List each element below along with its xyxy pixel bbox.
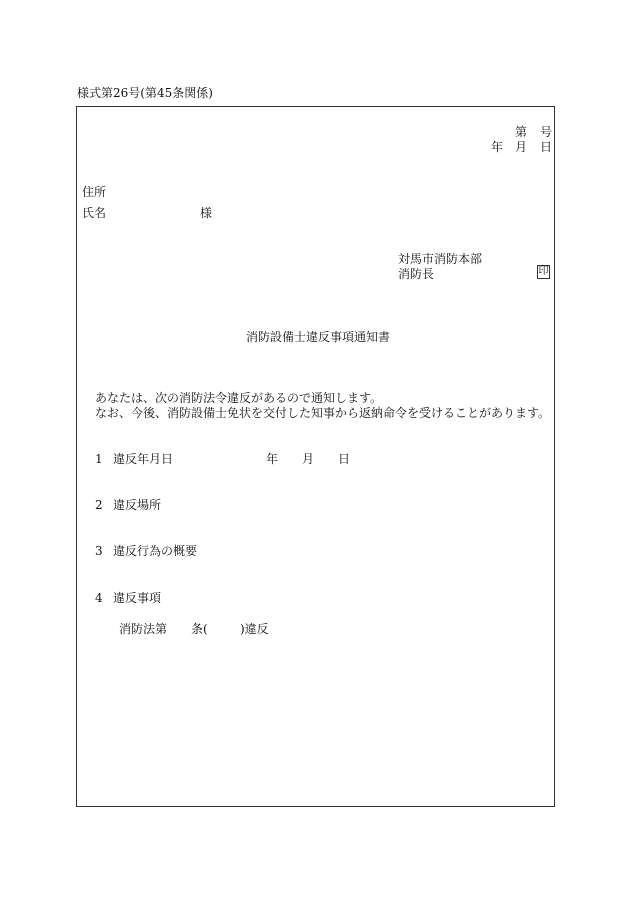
item-3-label: 違反行為の概要 bbox=[113, 544, 198, 558]
item-4-label: 違反事項 bbox=[113, 591, 162, 605]
item-1-month: 月 bbox=[302, 452, 315, 466]
name-label: 氏名 bbox=[82, 206, 107, 220]
number-prefix: 第 bbox=[515, 125, 528, 139]
violation-suffix: )違反 bbox=[240, 622, 269, 636]
date-year: 年 bbox=[491, 140, 504, 154]
item-3-number: 3 bbox=[95, 544, 103, 558]
document-title: 消防設備士違反事項通知書 bbox=[246, 330, 391, 344]
issuer-title: 消防長 bbox=[398, 267, 435, 281]
body-line-2: なお、今後、消防設備士免状を交付した知事から返納命令を受けることがあります。 bbox=[95, 406, 551, 420]
honorific: 様 bbox=[200, 206, 213, 220]
violation-law-prefix: 消防法第 bbox=[119, 622, 168, 636]
seal-stamp: 印 bbox=[538, 266, 549, 277]
address-label: 住所 bbox=[82, 185, 107, 199]
issuer-organization: 対馬市消防本部 bbox=[398, 252, 483, 266]
item-1-label: 違反年月日 bbox=[113, 452, 174, 466]
item-2-label: 違反場所 bbox=[113, 498, 162, 512]
item-4-number: 4 bbox=[95, 591, 103, 605]
body-line-1: あなたは、次の消防法令違反があるので通知します。 bbox=[95, 391, 383, 405]
date-month: 月 bbox=[515, 140, 528, 154]
item-1-year: 年 bbox=[266, 452, 279, 466]
form-number-label: 様式第26号(第45条関係) bbox=[77, 86, 213, 100]
violation-article: 条( bbox=[191, 622, 208, 636]
number-suffix: 号 bbox=[540, 125, 553, 139]
item-1-number: 1 bbox=[95, 452, 103, 466]
item-1-day: 日 bbox=[338, 452, 351, 466]
date-day: 日 bbox=[540, 140, 553, 154]
item-2-number: 2 bbox=[95, 498, 103, 512]
